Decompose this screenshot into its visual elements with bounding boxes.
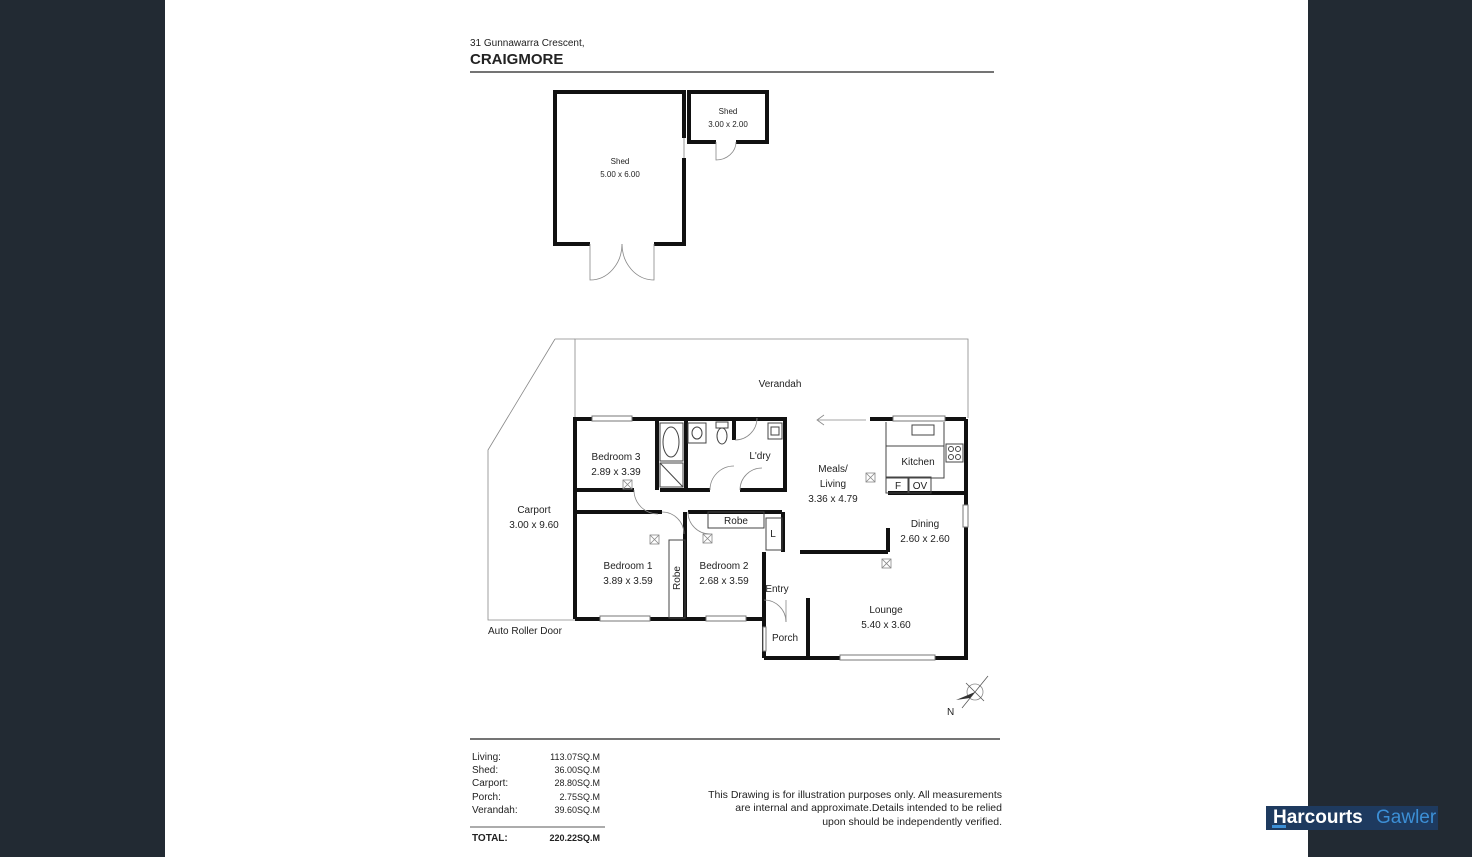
entry-label: Entry [765, 584, 789, 595]
brand-name: Harcourts [1273, 807, 1363, 828]
brand-office: Gawler [1376, 807, 1437, 828]
area-value: 36.00SQ.M [554, 765, 600, 775]
robe-b2-label: Robe [724, 516, 748, 527]
area-label: Porch: [472, 792, 501, 803]
disclaimer [708, 789, 1002, 828]
dining-dims: 2.60 x 2.60 [900, 534, 950, 545]
room-labels [591, 451, 950, 644]
linen-label: L [770, 529, 776, 540]
lounge-label: Lounge [869, 605, 903, 616]
shed-large [555, 92, 684, 280]
roller-door-label: Auto Roller Door [488, 626, 562, 637]
area-value: 39.60SQ.M [554, 805, 600, 815]
bedroom3-label: Bedroom 3 [591, 452, 641, 463]
bedroom2-dims: 2.68 x 3.59 [699, 576, 749, 587]
meals-label-2: Living [819, 479, 847, 490]
carport-label: Carport [517, 505, 551, 516]
fridge-label: F [894, 481, 902, 492]
disclaimer-line-3: upon should be independently verified. [822, 816, 1002, 828]
carport-dims: 3.00 x 9.60 [509, 520, 559, 531]
shed-small [689, 92, 767, 160]
meals-dims: 3.36 x 4.79 [808, 494, 858, 505]
oven-label: OV [912, 481, 928, 492]
total-label: TOTAL: [472, 833, 508, 844]
area-label: Verandah: [472, 805, 518, 816]
verandah-label: Verandah [758, 379, 802, 390]
verandah [575, 339, 968, 418]
area-value: 113.07SQ.M [550, 752, 600, 762]
laundry-label: L'dry [749, 451, 771, 462]
bedroom2-label: Bedroom 2 [699, 561, 749, 572]
address-line: 31 Gunnawarra Crescent, [470, 38, 585, 49]
suburb-title: CRAIGMORE [470, 51, 564, 68]
kitchen-label: Kitchen [901, 457, 935, 468]
brand-logo [1266, 806, 1438, 830]
dining-label: Dining [910, 519, 940, 530]
disclaimer-line-1: This Drawing is for illustration purposes only. All measurements [708, 789, 1002, 801]
meals-label-1: Meals/ [818, 464, 848, 475]
area-label: Shed: [472, 765, 499, 776]
carport [488, 339, 575, 637]
bedroom3-dims: 2.89 x 3.39 [591, 467, 641, 478]
total-value: 220.22SQ.M [549, 833, 600, 843]
shed-large-label: Shed [610, 157, 630, 166]
porch-label: Porch [771, 633, 799, 644]
compass-icon [947, 676, 988, 718]
area-value: 28.80SQ.M [554, 778, 600, 788]
disclaimer-line-2: are internal and approximate.Details intended to be relied [735, 802, 1002, 814]
bedroom1-label: Bedroom 1 [603, 561, 653, 572]
shed-small-label: Shed [718, 107, 738, 116]
bedroom1-dims: 3.89 x 3.59 [603, 576, 653, 587]
shed-large-dims: 5.00 x 6.00 [600, 170, 640, 179]
compass-label: N [947, 707, 955, 718]
area-label: Living: [472, 752, 501, 763]
area-schedule [470, 752, 605, 844]
lounge-dims: 5.40 x 3.60 [861, 620, 911, 631]
area-value: 2.75SQ.M [559, 792, 600, 802]
shed-small-dims: 3.00 x 2.00 [708, 120, 748, 129]
robe-b1-label: Robe [672, 566, 683, 590]
area-label: Carport: [472, 778, 509, 789]
